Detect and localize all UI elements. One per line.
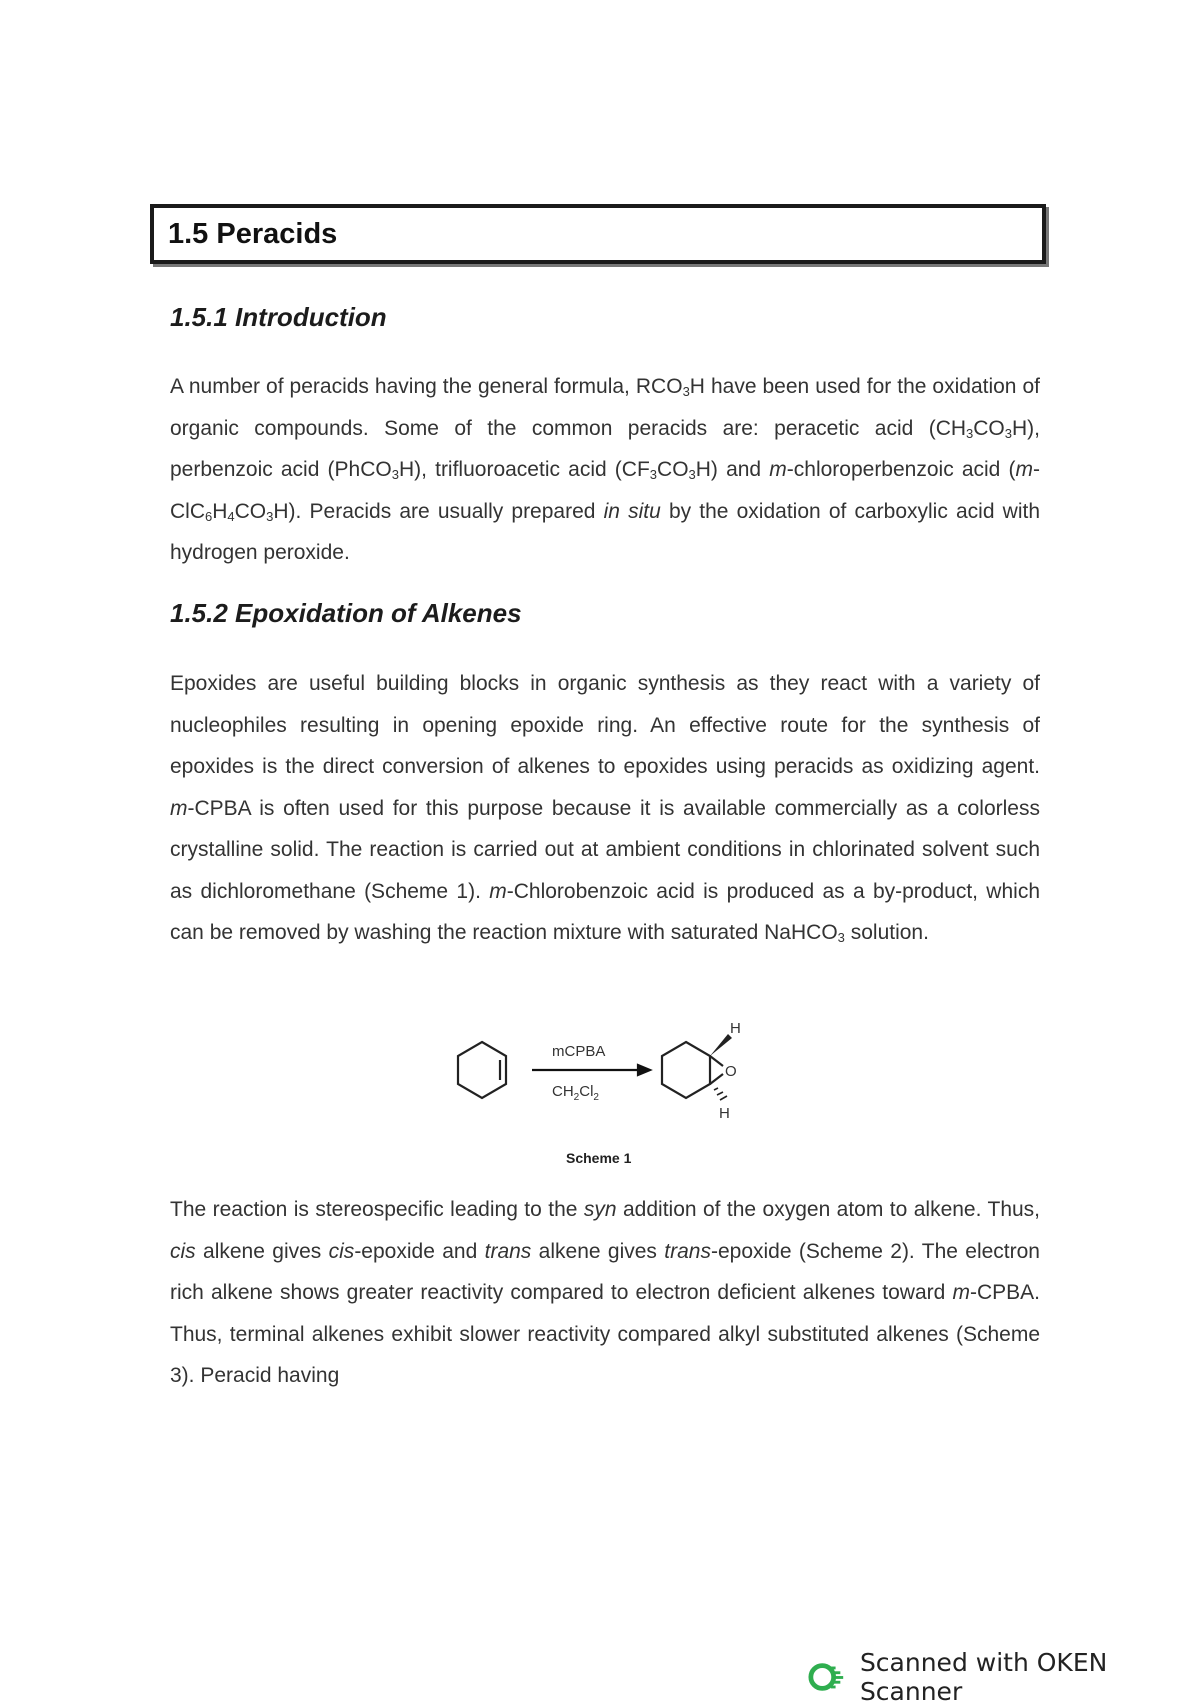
scanner-label: Scanned with OKEN Scanner <box>859 1648 1108 1706</box>
scheme-1-caption: Scheme 1 <box>566 1150 632 1166</box>
atom-h-top: H <box>730 1020 741 1037</box>
hashed-bond-bottom <box>714 1088 727 1100</box>
epoxidation-paragraph: Epoxides are useful building blocks in organic synthesis as they react with a variety of nucleophiles resulting in opening epoxide ring. An effective route for the synthesis of epoxides is the direct conversion of alkenes to epoxides using peracids as oxidizing agent. m-CPBA is often used for this purpose because it is available commercially as a colorless crystalline solid. The reaction is carried out at ambient conditions in chlorinated solvent such as dichloromethane (Scheme 1). m-Chlorobenzoic acid is produced as a by-product, which can be removed by washing the reaction mixture with saturated NaHCO$_3$ solution. <box>170 672 1041 945</box>
chapter-title-box <box>150 204 1046 264</box>
scanner-watermark <box>808 1648 1200 1706</box>
introduction-paragraph: A number of peracids having the general formula, $RCO_3H$ have been used for the oxidation of organic compounds. Some of the common peracids are: peracetic acid $(CH_3CO_3H)$, perbenzoic acid (PhCO$_3$H), trifluoroacetic acid $(CF_3CO_3H)$ and m-chloroperbenzoic acid $(m-ClC_6H_4CO_3H)$. Peracids are usually prepared in situ by the oxidation of carboxylic acid with hydrogen peroxide. <box>170 375 1041 564</box>
cyclohexene-structure <box>458 1042 506 1098</box>
solvent-ch2cl2: $CH_2Cl_2$ <box>552 1083 599 1103</box>
section-heading-introduction: 1.5.1 Introduction <box>170 302 387 332</box>
stereospecificity-paragraph: The reaction is stereospecific leading to the syn addition of the oxygen atom to alkene. Thus, cis alkene gives cis-epoxide and trans alkene gives trans-epoxide (Scheme 2). The electron rich alkene shows greater reactivity compared to electron deficient alkenes toward m-CPBA. Thus, terminal alkenes exhibit slower reactivity compared alkyl substituted alkenes (Scheme 3). Peracid having <box>170 1198 1041 1387</box>
section-heading-epoxidation: 1.5.2 Epoxidation of Alkenes <box>170 598 522 628</box>
chapter-title: 1.5 Peracids <box>168 218 338 250</box>
atom-h-bottom: H <box>719 1105 730 1122</box>
oken-scanner-logo-icon <box>808 1660 848 1694</box>
scheme-1-diagram <box>440 1010 770 1130</box>
reaction-arrow <box>532 1065 650 1075</box>
reagent-mcpba: mCPBA <box>552 1043 606 1060</box>
atom-oxygen: O <box>725 1063 737 1080</box>
wedge-bond-top <box>710 1034 732 1056</box>
